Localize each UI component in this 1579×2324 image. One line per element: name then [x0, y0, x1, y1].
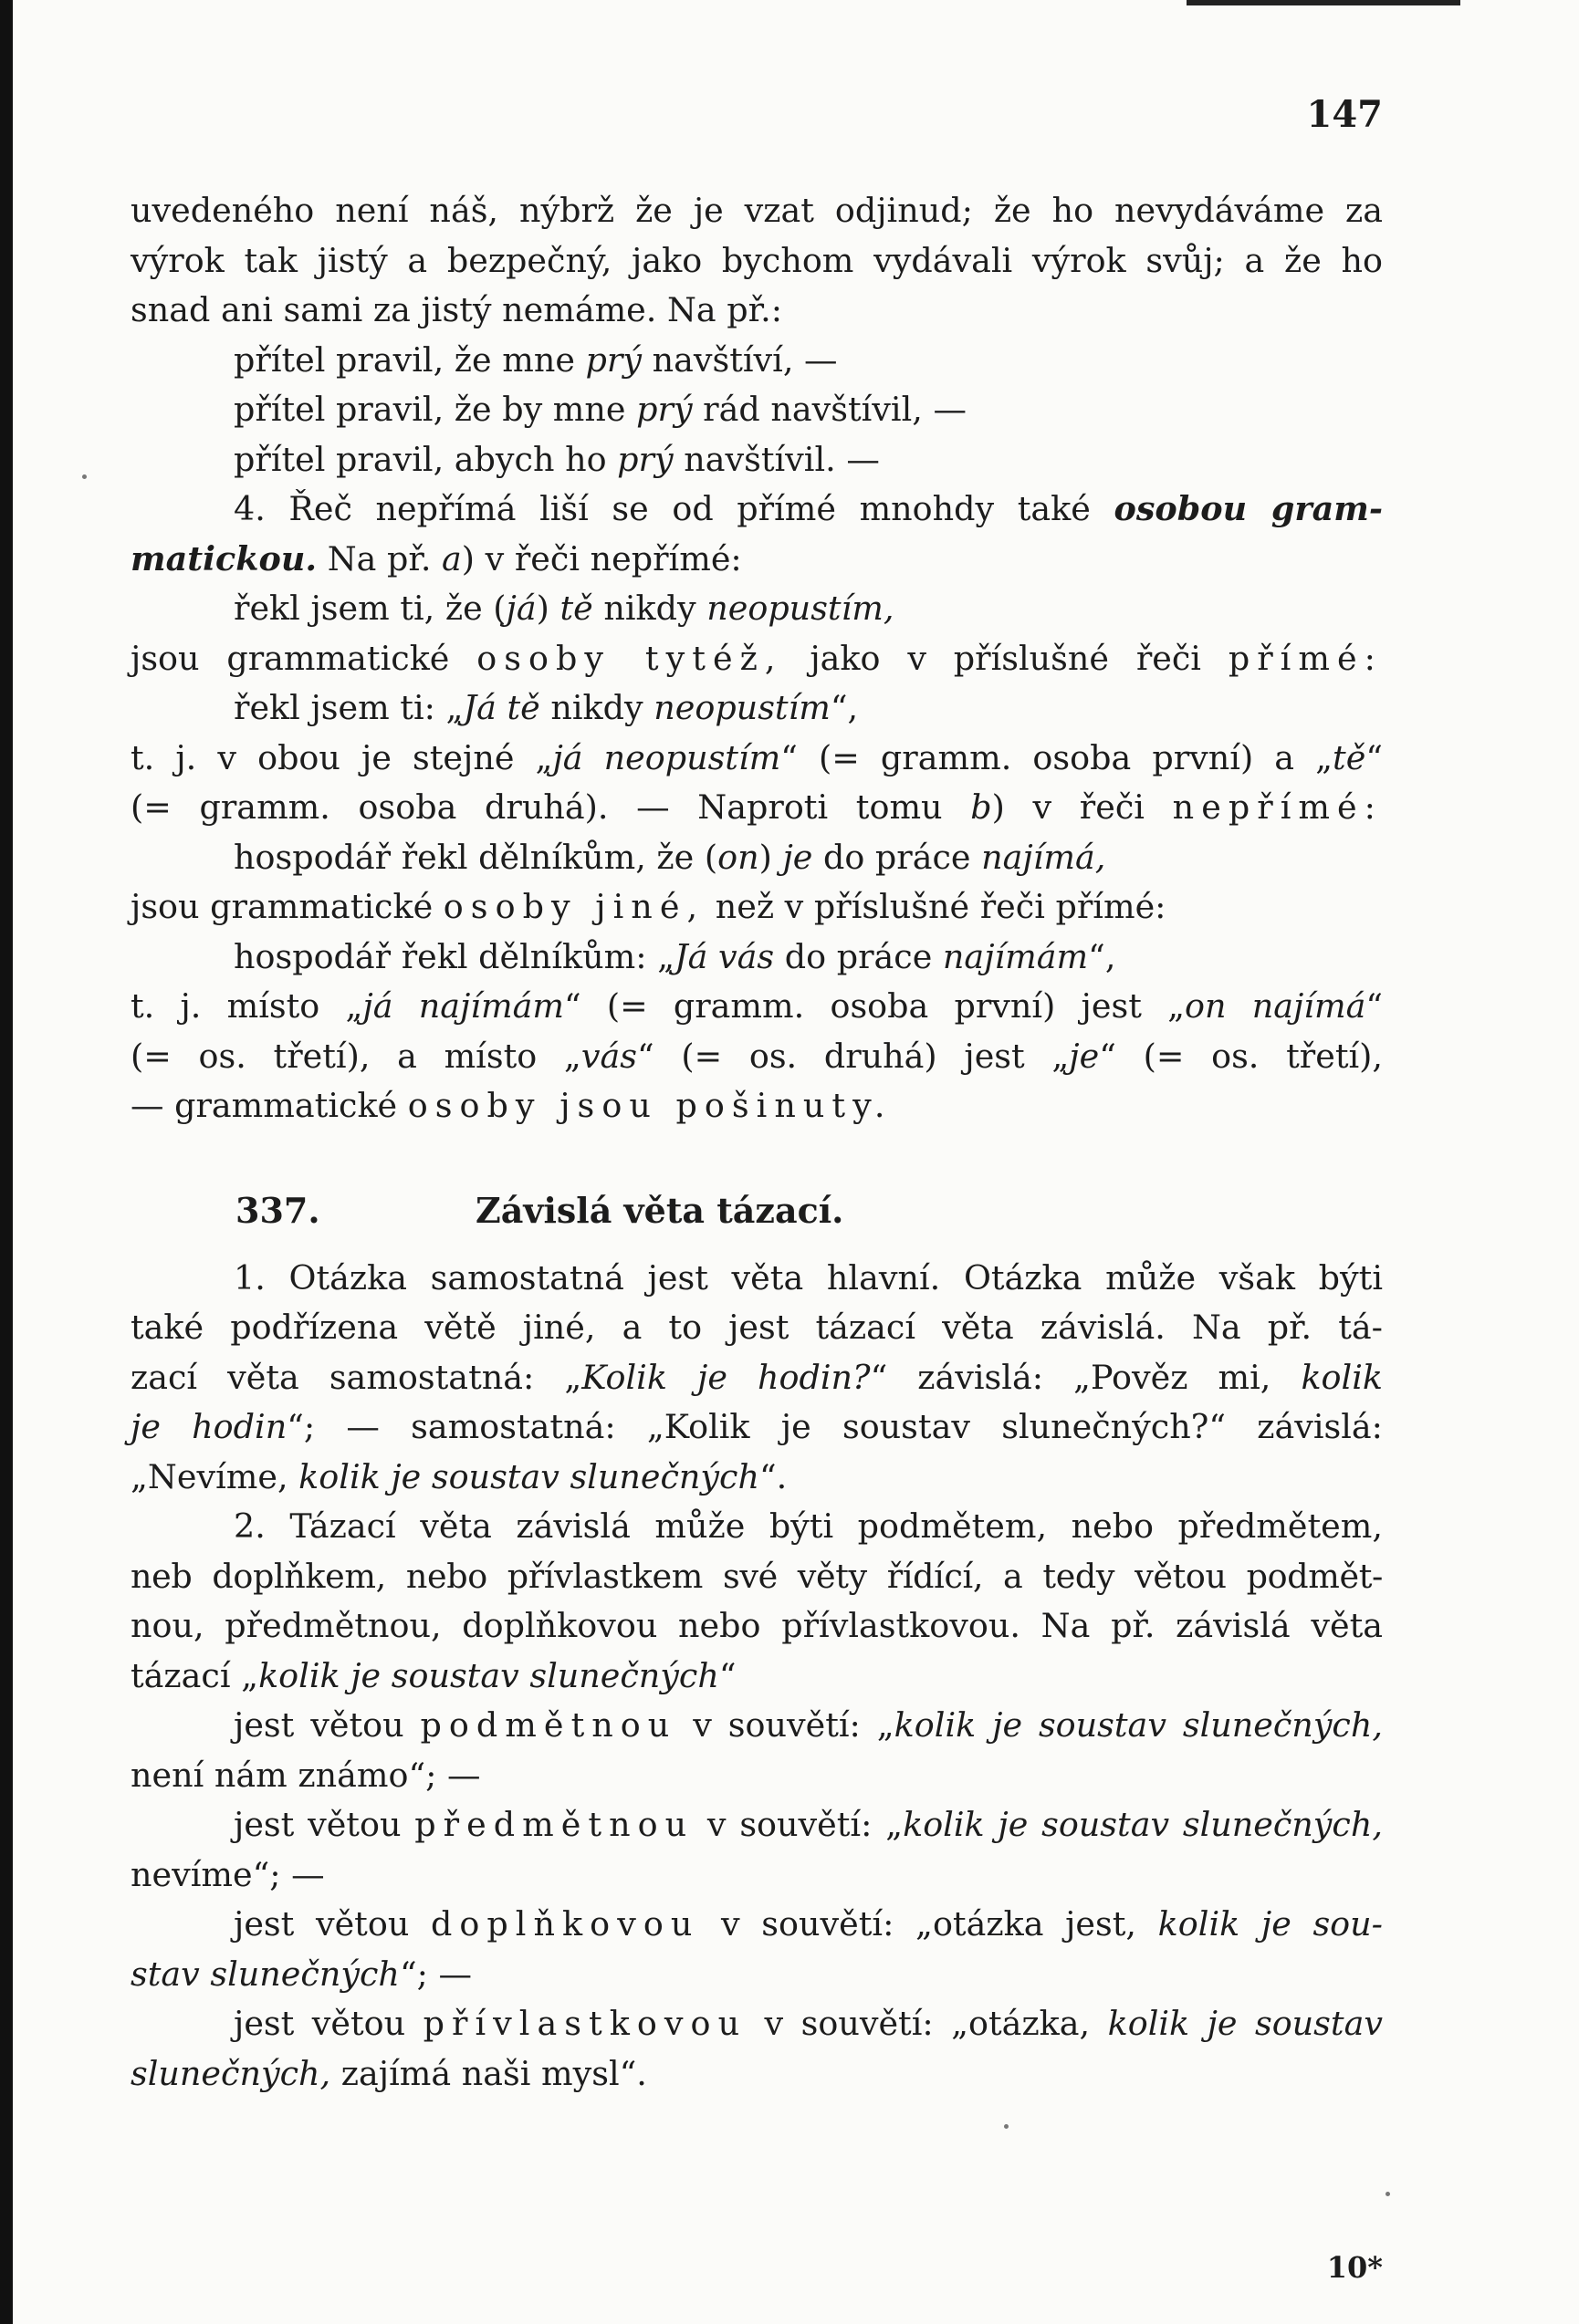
text-line: uvedeného není náš, nýbrž že je vzat odjinud; že ho nevydáváme za: [131, 191, 1383, 230]
text-line: — grammatické osoby jsou pošinuty.: [131, 1086, 893, 1125]
example-line: přítel pravil, že by mne prý rád navštívil, —: [234, 390, 967, 429]
section-title: Závislá věta tázací.: [476, 1190, 844, 1232]
example-line: hospodář řekl dělníkům, že (on) je do práce najímá,: [234, 837, 1106, 877]
example-line: přítel pravil, že mne prý navštíví, —: [234, 339, 838, 380]
section-number: 337.: [235, 1190, 320, 1232]
text-line: jest větou přívlastkovou v souvětí: „otázka, kolik je soustav: [234, 2004, 1383, 2043]
scan-speck: [1004, 2124, 1009, 2129]
text-line: nou, předmětnou, doplňkovou nebo přívlastkovou. Na př. závislá věta: [131, 1606, 1383, 1645]
text-line: neb doplňkem, nebo přívlastkem své věty řídící, a tedy větou podmět-: [131, 1556, 1383, 1596]
text-line: t. j. v obou je stejné „já neopustím“ (= gramm. osoba první) a „tě“: [131, 737, 1383, 777]
text-line: slunečných, zajímá naši mysl“.: [131, 2053, 647, 2093]
text-line: (= gramm. osoba druhá). — Naproti tomu b) v řeči nepřímé:: [131, 787, 1383, 827]
signature-mark: 10*: [1326, 2250, 1383, 2285]
text-line: tázací „kolik je soustav slunečných“: [131, 1655, 737, 1695]
text-line: jest větou podmětnou v souvětí: „kolik je soustav slunečných,: [234, 1705, 1383, 1745]
example-line: řekl jsem ti: „Já tě nikdy neopustím“,: [234, 688, 859, 727]
text-line: zací věta samostatná: „Kolik je hodin?“ závislá: „Pověz mi, kolik: [131, 1357, 1383, 1397]
text-line: není nám známo“; —: [131, 1755, 481, 1795]
text-line: jsou grammatické osoby jiné, než v příslušné řeči přímé:: [131, 887, 1166, 926]
example-line: hospodář řekl dělníkům: „Já vás do práce najímám“,: [234, 936, 1116, 976]
text-line: (= os. třetí), a místo „vás“ (= os. druhá) jest „je“ (= os. třetí),: [131, 1036, 1383, 1076]
scan-edge-top: [1187, 0, 1460, 5]
section-gap: [131, 1131, 1383, 1162]
text-line: jest větou předmětnou v souvětí: „kolik je soustav slunečných,: [234, 1805, 1383, 1844]
scan-edge-left: [0, 0, 13, 2324]
text-line: snad ani sami za jistý nemáme. Na př.:: [131, 290, 782, 329]
text-line: stav slunečných“; —: [131, 1954, 472, 1994]
text-line: jsou grammatické osoby tytéž, jako v příslušné řeči přímé:: [131, 638, 1383, 678]
scan-speck: [82, 474, 87, 479]
text-line: také podřízena větě jiné, a to jest tázací věta závislá. Na př. tá-: [131, 1308, 1383, 1347]
text-line: jest větou doplňkovou v souvětí: „otázka jest, kolik je sou-: [234, 1904, 1383, 1944]
page-body: [131, 186, 1383, 2099]
example-line: přítel pravil, abych ho prý navštívil. —: [234, 439, 880, 479]
text-line: 4. Řeč nepřímá liší se od přímé mnohdy také osobou gram-: [234, 489, 1383, 528]
section-heading: [131, 1175, 1383, 1248]
example-line: řekl jsem ti, že (já) tě nikdy neopustím,: [234, 589, 894, 628]
text-line: t. j. místo „já najímám“ (= gramm. osoba první) jest „on najímá“: [131, 986, 1383, 1026]
text-line: výrok tak jistý a bezpečný, jako bychom vydávali výrok svůj; a že ho: [131, 240, 1383, 280]
text-line: je hodin“; — samostatná: „Kolik je soustav slunečných?“ závislá:: [131, 1407, 1383, 1446]
text-line: matickou. Na př. a) v řeči nepřímé:: [131, 538, 742, 578]
page-number: 147: [1306, 93, 1383, 136]
text-line: 1. Otázka samostatná jest věta hlavní. Otázka může však býti: [234, 1257, 1383, 1297]
scan-speck: [1386, 2192, 1390, 2196]
text-line: „Nevíme, kolik je soustav slunečných“.: [131, 1456, 788, 1496]
text-line: 2. Tázací věta závislá může býti podmětem, nebo předmětem,: [234, 1506, 1383, 1546]
text-line: nevíme“; —: [131, 1854, 325, 1894]
